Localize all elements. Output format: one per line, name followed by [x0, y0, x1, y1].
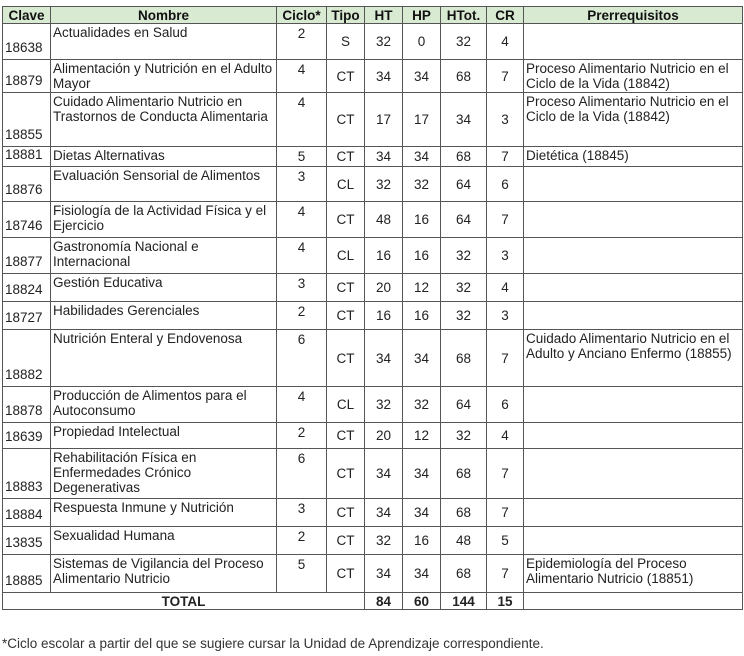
cell-clave: 18883	[3, 449, 51, 499]
cell-hp: 16	[403, 238, 441, 274]
cell-tipo: CT	[327, 202, 365, 238]
cell-nombre: Sistemas de Vigilancia del Proceso Alimentario Nutricio	[51, 555, 277, 593]
cell-nombre: Gestión Educativa	[51, 274, 277, 302]
cell-ciclo: 6	[277, 449, 327, 499]
total-row	[3, 593, 743, 610]
cell-cr: 7	[487, 330, 524, 387]
cell-prerrequisitos	[524, 202, 743, 238]
cell-htot: 68	[441, 330, 487, 387]
cell-cr: 3	[487, 238, 524, 274]
header-clave: Clave	[3, 7, 51, 24]
cell-htot: 48	[441, 527, 487, 555]
cell-hp: 34	[403, 330, 441, 387]
cell-nombre: Respuesta Inmune y Nutrición	[51, 499, 277, 527]
table-row	[3, 330, 743, 387]
header-hp: HP	[403, 7, 441, 24]
cell-nombre: Fisiología de la Actividad Física y el Ejercicio	[51, 202, 277, 238]
cell-tipo: CT	[327, 555, 365, 593]
cell-hp: 17	[403, 93, 441, 147]
cell-prerrequisitos	[524, 238, 743, 274]
cell-ciclo: 2	[277, 527, 327, 555]
cell-htot: 32	[441, 238, 487, 274]
cell-prerrequisitos: Epidemiología del Proceso Alimentario Nutricio (18851)	[524, 555, 743, 593]
cell-prerrequisitos	[524, 274, 743, 302]
cell-nombre: Evaluación Sensorial de Alimentos	[51, 167, 277, 202]
cell-ht: 16	[365, 302, 403, 330]
cell-ciclo: 2	[277, 24, 327, 60]
cell-ht: 48	[365, 202, 403, 238]
table-row	[3, 238, 743, 274]
cell-cr: 3	[487, 93, 524, 147]
header-ht: HT	[365, 7, 403, 24]
cell-clave: 13835	[3, 527, 51, 555]
cell-tipo: CL	[327, 387, 365, 423]
table-row	[3, 93, 743, 147]
cell-ht: 34	[365, 499, 403, 527]
cell-clave: 18727	[3, 302, 51, 330]
cell-prerrequisitos	[524, 24, 743, 60]
table-row	[3, 147, 743, 167]
cell-hp: 16	[403, 202, 441, 238]
cell-hp: 34	[403, 60, 441, 93]
cell-prerrequisitos: Proceso Alimentario Nutricio en el Ciclo de la Vida (18842)	[524, 93, 743, 147]
cell-ht: 32	[365, 167, 403, 202]
cell-ciclo: 4	[277, 60, 327, 93]
cell-hp: 34	[403, 499, 441, 527]
cell-ht: 34	[365, 147, 403, 167]
cell-ht: 32	[365, 527, 403, 555]
cell-tipo: CL	[327, 238, 365, 274]
cell-clave: 18639	[3, 423, 51, 449]
cell-ciclo: 4	[277, 238, 327, 274]
cell-htot: 32	[441, 274, 487, 302]
cell-tipo: CT	[327, 274, 365, 302]
cell-htot: 68	[441, 147, 487, 167]
cell-htot: 68	[441, 449, 487, 499]
cell-htot: 68	[441, 555, 487, 593]
cell-prerrequisitos	[524, 302, 743, 330]
cell-ht: 32	[365, 387, 403, 423]
cell-hp: 32	[403, 387, 441, 423]
total-cr: 15	[487, 593, 524, 610]
cell-hp: 0	[403, 24, 441, 60]
course-rows	[3, 24, 743, 593]
cell-prerrequisitos: Proceso Alimentario Nutricio en el Ciclo de la Vida (18842)	[524, 60, 743, 93]
cell-ht: 34	[365, 330, 403, 387]
cell-ciclo: 2	[277, 423, 327, 449]
cell-clave: 18877	[3, 238, 51, 274]
cell-htot: 64	[441, 202, 487, 238]
header-cr: CR	[487, 7, 524, 24]
header-prerrequisitos: Prerrequisitos	[524, 7, 743, 24]
cell-cr: 6	[487, 167, 524, 202]
cell-tipo: CT	[327, 60, 365, 93]
cell-prerrequisitos	[524, 387, 743, 423]
cell-cr: 3	[487, 302, 524, 330]
cell-tipo: CL	[327, 167, 365, 202]
total-label: TOTAL	[3, 593, 365, 610]
cell-tipo: CT	[327, 302, 365, 330]
cell-tipo: CT	[327, 93, 365, 147]
cell-prerrequisitos	[524, 167, 743, 202]
table-row	[3, 60, 743, 93]
cell-ht: 17	[365, 93, 403, 147]
cell-ciclo: 5	[277, 555, 327, 593]
cell-cr: 4	[487, 274, 524, 302]
cell-clave: 18638	[3, 24, 51, 60]
cell-cr: 7	[487, 60, 524, 93]
cell-clave: 18746	[3, 202, 51, 238]
cell-nombre: Rehabilitación Física en Enfermedades Crónico Degenerativas	[51, 449, 277, 499]
cell-clave: 18884	[3, 499, 51, 527]
cell-cr: 7	[487, 499, 524, 527]
cell-ciclo: 3	[277, 274, 327, 302]
cell-nombre: Producción de Alimentos para el Autoconsumo	[51, 387, 277, 423]
cell-hp: 16	[403, 527, 441, 555]
cell-clave: 18882	[3, 330, 51, 387]
cell-cr: 7	[487, 449, 524, 499]
cell-clave: 18881	[3, 147, 51, 167]
cell-tipo: CT	[327, 499, 365, 527]
cell-hp: 34	[403, 555, 441, 593]
header-htot: HTot.	[441, 7, 487, 24]
cell-ciclo: 4	[277, 93, 327, 147]
total-hp: 60	[403, 593, 441, 610]
cell-tipo: CT	[327, 449, 365, 499]
cell-ciclo: 3	[277, 167, 327, 202]
table-row	[3, 449, 743, 499]
cell-ciclo: 4	[277, 387, 327, 423]
table-row	[3, 423, 743, 449]
cell-cr: 4	[487, 423, 524, 449]
previous-page-text-fragment	[0, 0, 744, 4]
cell-ht: 34	[365, 60, 403, 93]
cell-htot: 32	[441, 302, 487, 330]
cell-cr: 5	[487, 527, 524, 555]
cell-ht: 34	[365, 555, 403, 593]
cell-prerrequisitos	[524, 423, 743, 449]
total-htot: 144	[441, 593, 487, 610]
cell-htot: 68	[441, 499, 487, 527]
cell-hp: 12	[403, 274, 441, 302]
header-ciclo: Ciclo*	[277, 7, 327, 24]
cell-nombre: Alimentación y Nutrición en el Adulto Mayor	[51, 60, 277, 93]
table-row	[3, 499, 743, 527]
table-row	[3, 167, 743, 202]
table-row	[3, 302, 743, 330]
table-row	[3, 202, 743, 238]
cell-ht: 32	[365, 24, 403, 60]
cell-cr: 7	[487, 147, 524, 167]
cell-clave: 18879	[3, 60, 51, 93]
cell-ciclo: 4	[277, 202, 327, 238]
cell-clave: 18878	[3, 387, 51, 423]
cell-cr: 7	[487, 202, 524, 238]
cell-ciclo: 2	[277, 302, 327, 330]
table-row	[3, 555, 743, 593]
cell-tipo: CT	[327, 423, 365, 449]
cell-prerrequisitos	[524, 449, 743, 499]
cell-clave: 18876	[3, 167, 51, 202]
cell-cr: 4	[487, 24, 524, 60]
cell-ht: 34	[365, 449, 403, 499]
cell-prerrequisitos: Cuidado Alimentario Nutricio en el Adulto y Anciano Enfermo (18855)	[524, 330, 743, 387]
footnote: *Ciclo escolar a partir del que se sugiere cursar la Unidad de Aprendizaje correspondiente.	[2, 636, 544, 651]
cell-tipo: CT	[327, 147, 365, 167]
cell-htot: 32	[441, 423, 487, 449]
cell-cr: 6	[487, 387, 524, 423]
cell-tipo: S	[327, 24, 365, 60]
cell-hp: 16	[403, 302, 441, 330]
cell-ciclo: 3	[277, 499, 327, 527]
total-ht: 84	[365, 593, 403, 610]
header-tipo: Tipo	[327, 7, 365, 24]
course-table	[2, 6, 743, 610]
table-row	[3, 24, 743, 60]
cell-nombre: Actualidades en Salud	[51, 24, 277, 60]
table-row	[3, 387, 743, 423]
cell-hp: 12	[403, 423, 441, 449]
table-row	[3, 527, 743, 555]
cell-nombre: Gastronomía Nacional e Internacional	[51, 238, 277, 274]
cell-nombre: Cuidado Alimentario Nutricio en Trastornos de Conducta Alimentaria	[51, 93, 277, 147]
cell-htot: 64	[441, 387, 487, 423]
cell-nombre: Propiedad Intelectual	[51, 423, 277, 449]
cell-hp: 34	[403, 449, 441, 499]
cell-nombre: Habilidades Gerenciales	[51, 302, 277, 330]
cell-ciclo: 6	[277, 330, 327, 387]
cell-hp: 34	[403, 147, 441, 167]
cell-hp: 32	[403, 167, 441, 202]
cell-nombre: Dietas Alternativas	[51, 147, 277, 167]
cell-nombre: Nutrición Enteral y Endovenosa	[51, 330, 277, 387]
table-header-row	[3, 7, 743, 24]
cell-htot: 32	[441, 24, 487, 60]
table-row	[3, 274, 743, 302]
total-prerrequisitos	[524, 593, 743, 610]
cell-clave: 18885	[3, 555, 51, 593]
cell-tipo: CT	[327, 527, 365, 555]
cell-clave: 18855	[3, 93, 51, 147]
cell-prerrequisitos	[524, 527, 743, 555]
cell-htot: 68	[441, 60, 487, 93]
cell-ht: 20	[365, 423, 403, 449]
cell-ciclo: 5	[277, 147, 327, 167]
cell-nombre: Sexualidad Humana	[51, 527, 277, 555]
cell-htot: 34	[441, 93, 487, 147]
cell-prerrequisitos: Dietética (18845)	[524, 147, 743, 167]
cell-htot: 64	[441, 167, 487, 202]
cell-clave: 18824	[3, 274, 51, 302]
header-nombre: Nombre	[51, 7, 277, 24]
cell-tipo: CT	[327, 330, 365, 387]
cell-ht: 16	[365, 238, 403, 274]
cell-ht: 20	[365, 274, 403, 302]
cell-cr: 7	[487, 555, 524, 593]
cell-prerrequisitos	[524, 499, 743, 527]
